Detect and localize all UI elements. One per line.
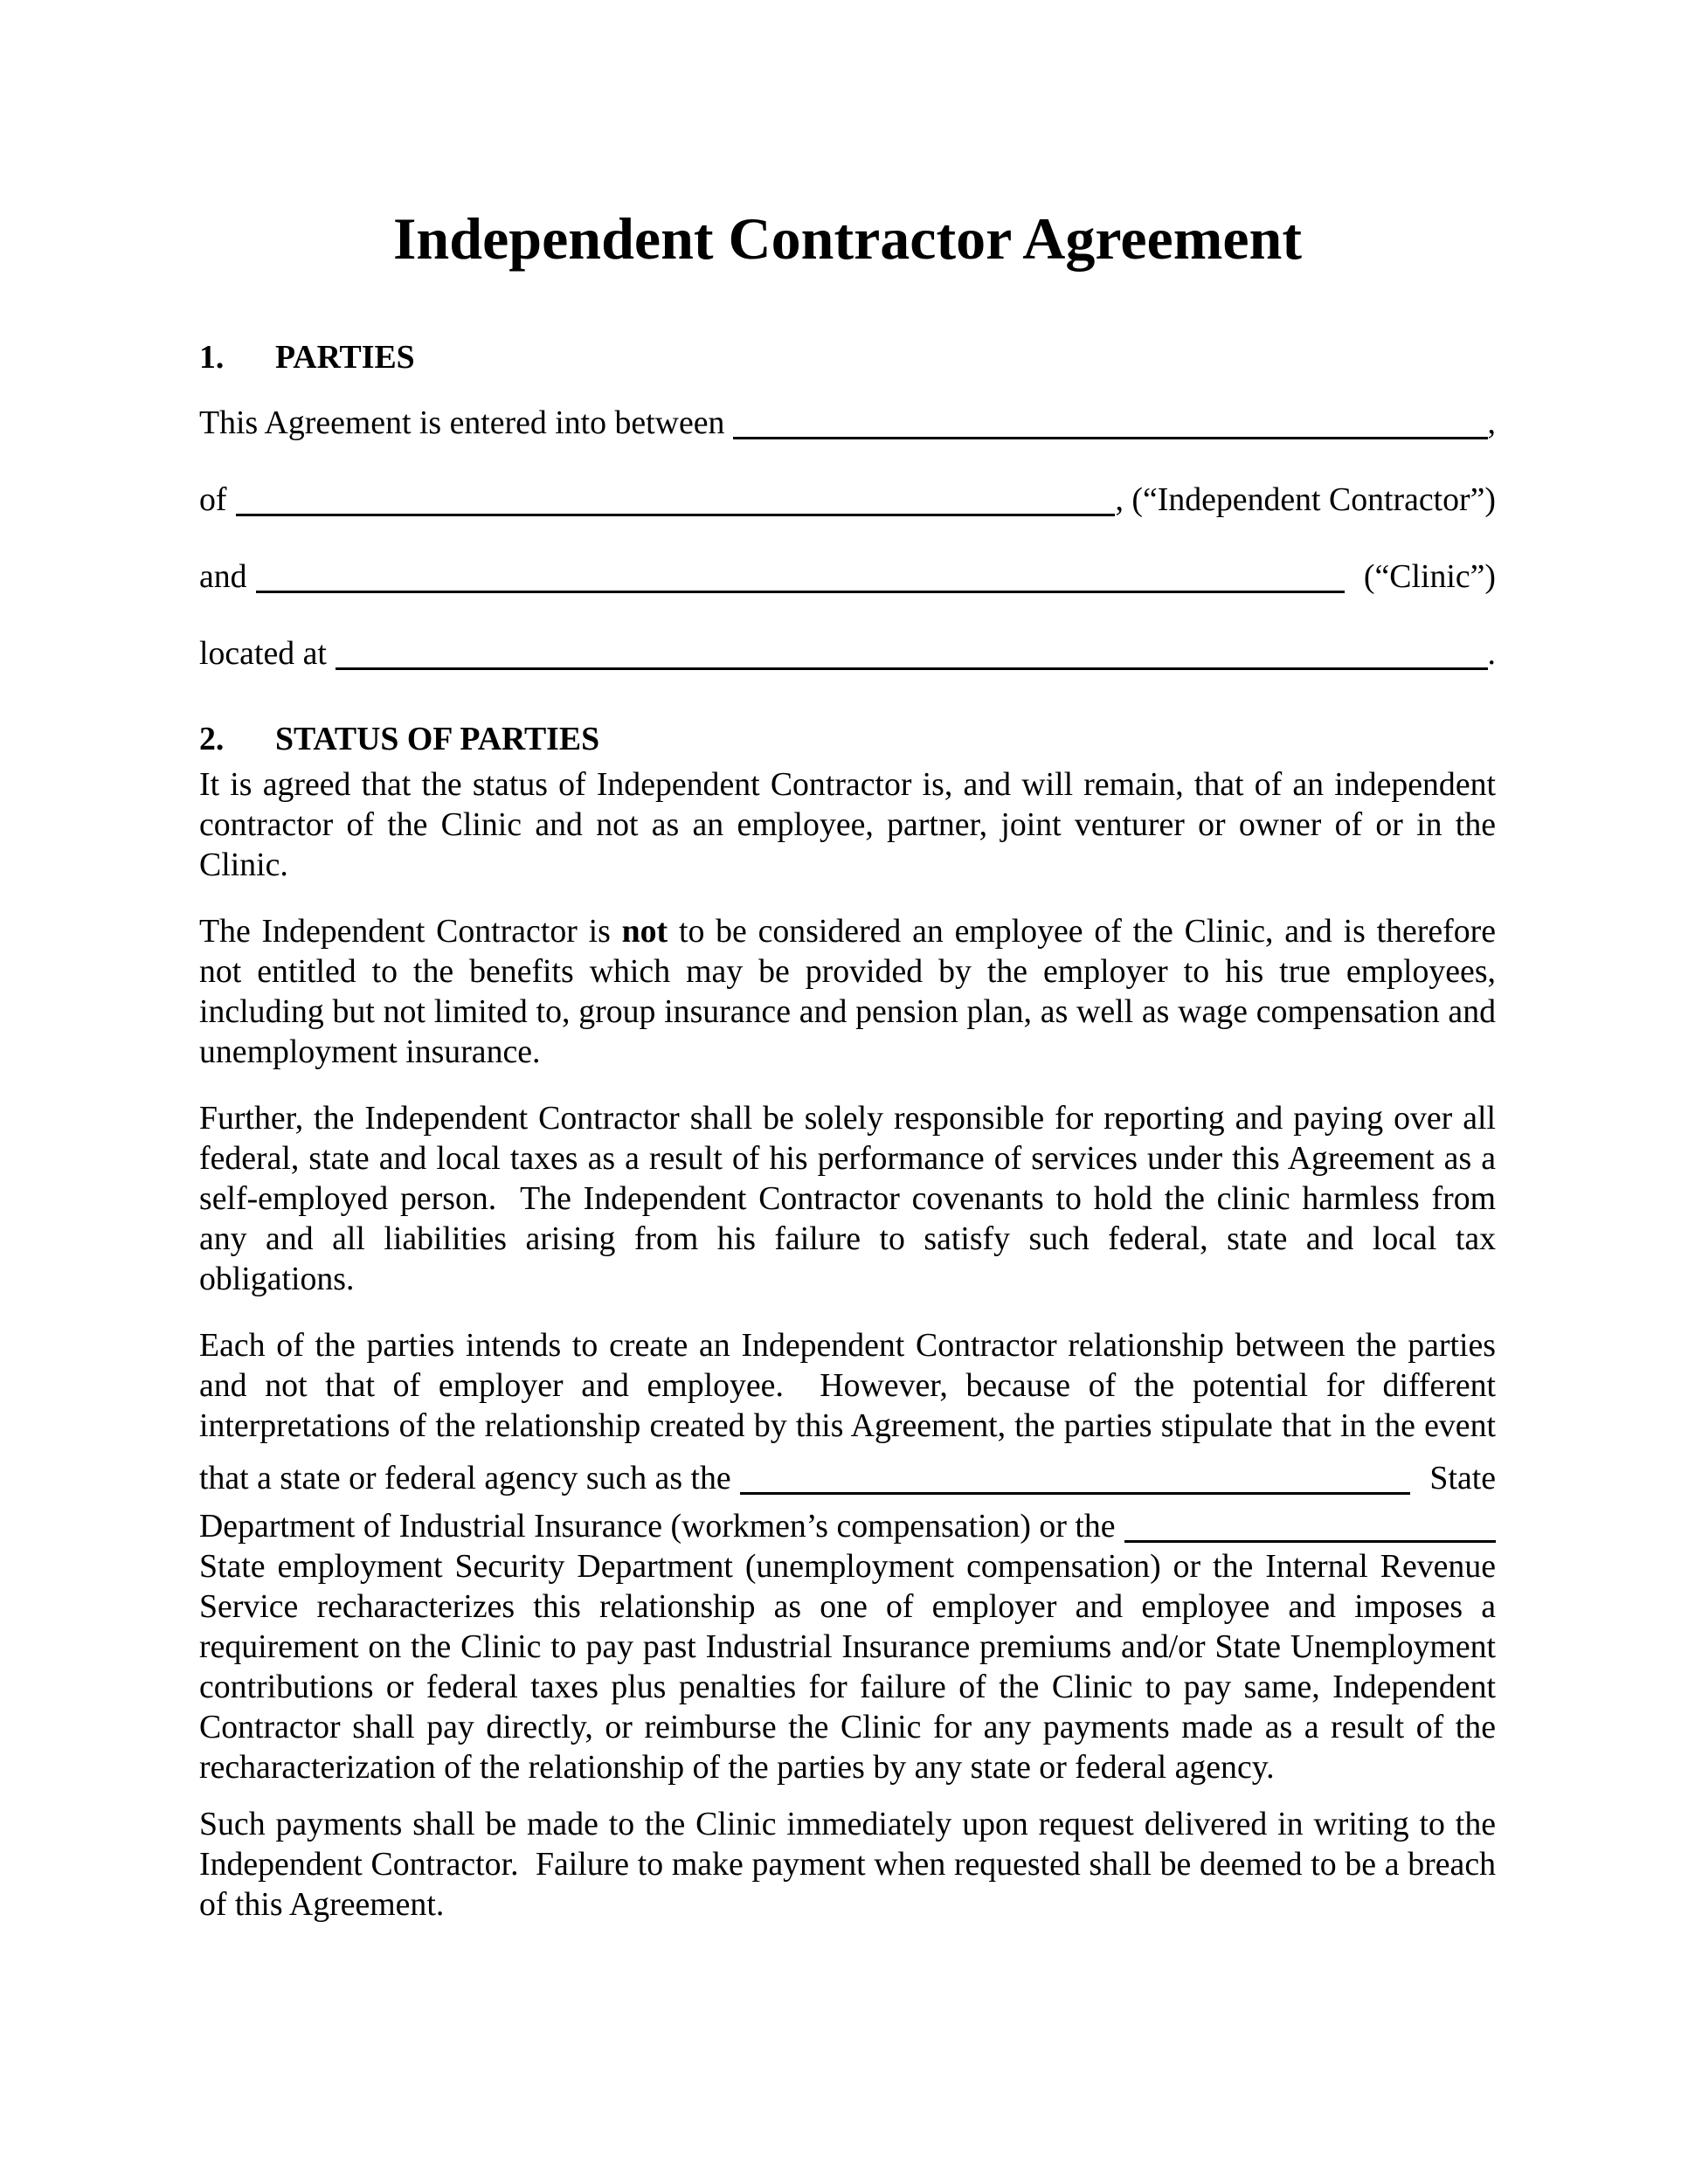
section-1-number: 1. bbox=[199, 339, 225, 376]
fill-row-clinic-location bbox=[199, 633, 1496, 674]
document-title: Independent Contractor Agreement bbox=[392, 205, 1303, 272]
fill-row-entered-between bbox=[199, 403, 1496, 443]
paragraph-payments-breach: Such payments shall be made to the Clinic immediately upon request delivered in writing to the Independent Contractor. Failure to make payment when requested shall be deemed to be a breach of this Agreement. bbox=[199, 1806, 1496, 1923]
section-2-heading-label: STATUS OF PARTIES bbox=[275, 721, 600, 757]
paragraph-text: The Independent Contractor is bbox=[199, 913, 622, 950]
section-2-number: 2. bbox=[199, 721, 225, 757]
fill-in-blank bbox=[740, 1492, 1411, 1495]
bold-not: not bbox=[621, 913, 668, 950]
section-1-heading bbox=[199, 337, 1496, 377]
fill-row-prefix: located at bbox=[199, 635, 327, 672]
fill-row-suffix: . bbox=[1487, 635, 1496, 672]
fill-row-prefix: of bbox=[199, 481, 227, 518]
fill-in-blank bbox=[1124, 1540, 1496, 1543]
fill-row-suffix: State bbox=[1429, 1460, 1496, 1496]
fill-row-prefix: that a state or federal agency such as the bbox=[199, 1460, 731, 1496]
section-1-heading-label: PARTIES bbox=[275, 339, 415, 376]
fill-row-contractor-address bbox=[199, 480, 1496, 520]
fill-in-blank bbox=[256, 591, 1345, 593]
fill-row-clinic-name bbox=[199, 556, 1496, 597]
section-2-heading bbox=[199, 719, 1496, 759]
fill-row-prefix: Department of Industrial Insurance (workmen’s compensation) or the bbox=[199, 1508, 1116, 1545]
paragraph-text: to be considered an employee of the Clinic, and is therefore not entitled to the benefits which may be provided by the employer to his true employees, including but not limited to, group insurance and pension plan, as well as wage compensation and unemployment insurance. bbox=[199, 913, 1496, 1070]
paragraph-recharacterization: State employment Security Department (unemployment compensation) or the Internal Revenue Service recharacterizes this relationship as one of employer and employee and imposes a requirement on the Clinic to pay past Industrial Insurance premiums and/or State Unemployment contributions or federal taxes plus penalties for failure of the Clinic to pay same, Independent Contractor shall pay directly, or reimburse the Clinic for any payments made as a result of the recharacterization of the relationship of the parties by any state or federal agency. bbox=[199, 1548, 1496, 1786]
fill-row-suffix: (“Clinic”) bbox=[1363, 558, 1496, 595]
fill-row-suffix: , bbox=[1487, 404, 1496, 441]
fill-in-blank bbox=[336, 667, 1488, 670]
fill-row-prefix: This Agreement is entered into between bbox=[199, 404, 725, 441]
fill-row-prefix: and bbox=[199, 558, 247, 595]
paragraph-not-employee bbox=[199, 911, 1496, 1072]
fill-row-department bbox=[199, 1506, 1496, 1546]
paragraph-relationship-intent: Each of the parties intends to create an Independent Contractor relationship between the parties and not that of employer and employee. However, because of the potential for different interpretations of the relationship created by this Agreement, the parties stipulate that in the event bbox=[199, 1327, 1496, 1444]
fill-row-suffix: , (“Independent Contractor”) bbox=[1115, 481, 1496, 518]
fill-in-blank bbox=[236, 514, 1116, 516]
fill-in-blank bbox=[733, 437, 1487, 439]
fill-row-state-agency bbox=[199, 1458, 1496, 1498]
paragraph-status-intro: It is agreed that the status of Independent Contractor is, and will remain, that of an independent contractor of the Clinic and not as an employee, partner, joint venturer or owner of or in the Clinic. bbox=[199, 766, 1496, 883]
paragraph-tax-responsibility: Further, the Independent Contractor shall be solely responsible for reporting and paying over all federal, state and local taxes as a result of his performance of services under this Agreement as a self-employed person. The Independent Contractor covenants to hold the clinic harmless from any and all liabilities arising from his failure to satisfy such federal, state and local tax obligations. bbox=[199, 1100, 1496, 1297]
